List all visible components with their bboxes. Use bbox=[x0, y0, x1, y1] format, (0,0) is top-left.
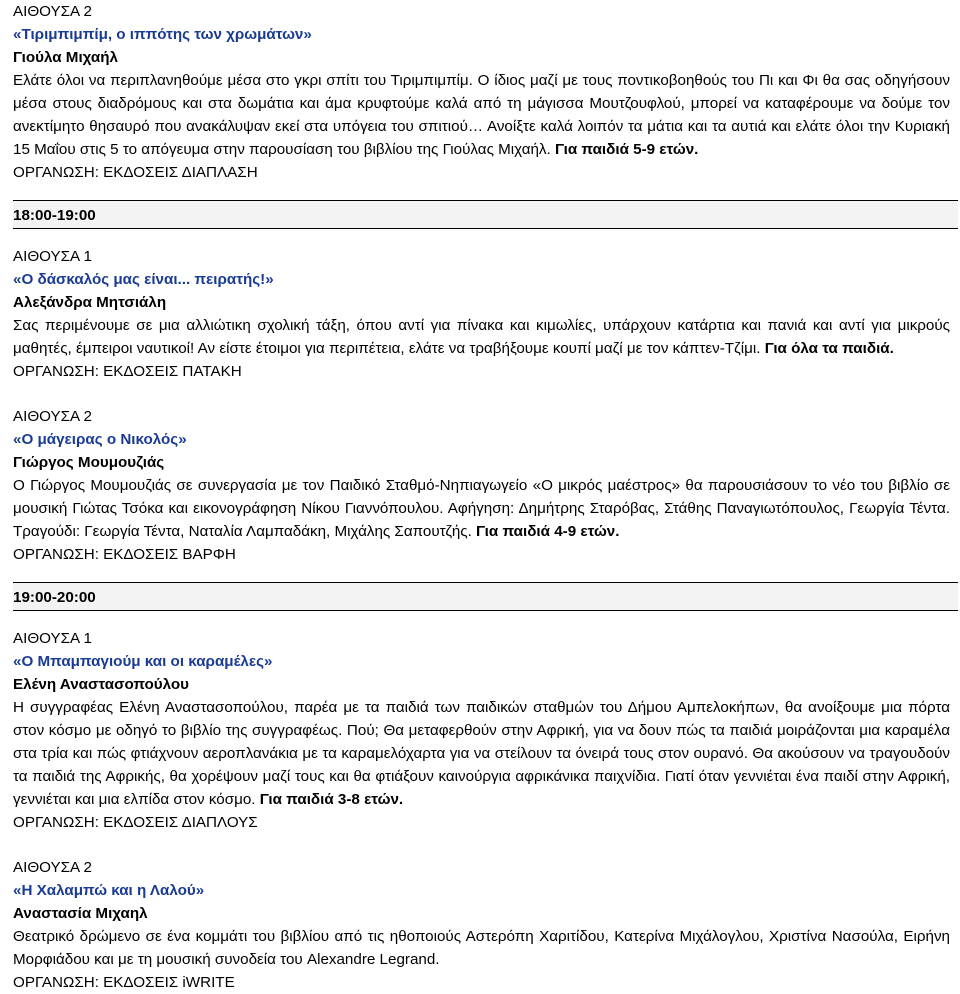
organizer: ΟΡΓΑΝΩΣΗ: ΕΚΔΟΣΕΙΣ iWRITE bbox=[13, 974, 235, 991]
age-range: Για όλα τα παιδιά. bbox=[764, 340, 894, 357]
event-author: Γιούλα Μιχαήλ bbox=[13, 49, 118, 66]
event-block bbox=[13, 627, 960, 834]
description-text: Σας περιμένουμε σε μια αλλιώτικη σχολική τάξη, όπου αντί για πίνακα και κιμωλίες, υπάρχουν κατάρτια και πανιά και αντί για μικρούς μαθητές, έμπειροι ναυτικοί! Αν είστε έτοιμοι για περιπέτεια, ελάτε να τραβήξουμε κουπί μαζί με τον κάπτεν-Τζίμι. bbox=[13, 317, 950, 357]
event-title: «Ο δάσκαλός μας είναι... πειρατής!» bbox=[13, 271, 274, 288]
event-description bbox=[13, 69, 960, 161]
room-label: ΑΙΘΟΥΣΑ 1 bbox=[13, 248, 92, 265]
room-label: ΑΙΘΟΥΣΑ 2 bbox=[13, 3, 92, 20]
room-label: ΑΙΘΟΥΣΑ 2 bbox=[13, 859, 92, 876]
event-title: «Ο μάγειρας ο Νικολός» bbox=[13, 431, 187, 448]
event-title: «Ο Μπαμπαγιούμ και οι καραμέλες» bbox=[13, 653, 273, 670]
description-text: Ελάτε όλοι να περιπλανηθούμε μέσα στο γκρι σπίτι του Τιριμπιμπίμ. Ο ίδιος μαζί με τους ποντικοβοηθούς του Πι και Φι θα σας οδηγήσουν μέσα στους διαδρόμους και στα δωμάτια και άμα κρυφτούμε καλά από τη μάγισσα Μουτζουφλού, μπορεί να καταφέρουμε να δούμε τον ανεκτίμητο θησαυρό που ανακάλυψαν εκεί στα υπόγεια του σπιτιού… Ανοίξτε καλά λοιπόν τα μάτια και τα αυτιά και ελάτε όλοι την Κυριακή 15 Μαΐου στις 5 το απόγευμα στην παρουσίαση του βιβλίου της Γιούλας Μιχαήλ. bbox=[13, 72, 950, 158]
time-slot-header: 19:00-20:00 bbox=[13, 582, 958, 611]
event-author: Αναστασία Μιχαηλ bbox=[13, 905, 148, 922]
event-description bbox=[13, 696, 960, 811]
organizer: ΟΡΓΑΝΩΣΗ: ΕΚΔΟΣΕΙΣ ΒΑΡΦΗ bbox=[13, 546, 236, 563]
age-range: Για παιδιά 4-9 ετών. bbox=[476, 523, 620, 540]
event-block bbox=[13, 245, 960, 383]
organizer: ΟΡΓΑΝΩΣΗ: ΕΚΔΟΣΕΙΣ ΔΙΑΠΛΟΥΣ bbox=[13, 814, 258, 831]
organizer: ΟΡΓΑΝΩΣΗ: ΕΚΔΟΣΕΙΣ ΔΙΑΠΛΑΣΗ bbox=[13, 164, 258, 181]
organizer: ΟΡΓΑΝΩΣΗ: ΕΚΔΟΣΕΙΣ ΠΑΤΑΚΗ bbox=[13, 363, 242, 380]
event-block bbox=[13, 405, 960, 566]
description-text: Η συγγραφέας Ελένη Αναστασοπούλου, παρέα με τα παιδιά των παιδικών σταθμών του Δήμου Αμπελοκήπων, θα ανοίξουμε μια πόρτα στον κόσμο με οδηγό το βιβλίο της συγγραφέως. Πού; Θα μεταφερθούν στην Αφρική, για να δουν πώς τα παιδιά μοιράζονται μια καραμέλα στα τρία και πώς φτιάχνουν αεροπλανάκια με τα καραμελόχαρτα για να στείλουν τα όνειρά τους στον ουρανό. Θα ακούσουν να τραγουδούν τα παιδιά της Αφρικής, θα χορέψουν μαζί τους και θα φτιάξουν καινούργια αφρικάνικα παιχνίδια. Γιατί όταν γεννιέται ένα παιδί στην Αφρική, γεννιέται και μια ελπίδα στον κόσμο. bbox=[13, 699, 950, 808]
time-slot-header: 18:00-19:00 bbox=[13, 200, 958, 229]
event-block bbox=[13, 0, 960, 184]
description-text: Ο Γιώργος Μουμουζιάς σε συνεργασία με τον Παιδικό Σταθμό-Νηπιαγωγείο «Ο μικρός μαέστρος» θα παρουσιάσουν το νέο του βιβλίο σε μουσική Γιώτας Τσόκα και εικονογράφηση Νίκου Γιαννόπουλου. Αφήγηση: Δημήτρης Σταρόβας, Στάθης Παναγιωτόπουλος, Γεωργία Τέντα. Τραγούδι: Γεωργία Τέντα, Ναταλία Λαμπαδάκη, Μιχάλης Σαπουτζής. bbox=[13, 477, 950, 540]
description-text: Θεατρικό δρώμενο σε ένα κομμάτι του βιβλίου από τις ηθοποιούς Αστερόπη Χαριτίδου, Κατερίνα Μιχάλογλου, Χριστίνα Νασούλα, Ειρήνη Μορφιάδου και με τη μουσική συνοδεία του Alexandre Legrand. bbox=[13, 928, 950, 968]
age-range: Για παιδιά 5-9 ετών. bbox=[554, 141, 699, 158]
event-author: Γιώργος Μουμουζιάς bbox=[13, 454, 165, 471]
event-block bbox=[13, 856, 960, 994]
room-label: ΑΙΘΟΥΣΑ 1 bbox=[13, 630, 92, 647]
event-description bbox=[13, 925, 960, 971]
event-title: «Τιριμπιμπίμ, ο ιππότης των χρωμάτων» bbox=[13, 26, 312, 43]
event-author: Αλεξάνδρα Μητσιάλη bbox=[13, 294, 167, 311]
event-title: «Η Χαλαμπώ και η Λαλού» bbox=[13, 882, 205, 899]
age-range: Για παιδιά 3-8 ετών. bbox=[259, 791, 404, 808]
event-description bbox=[13, 474, 960, 543]
room-label: ΑΙΘΟΥΣΑ 2 bbox=[13, 408, 92, 425]
event-author: Ελένη Αναστασοπούλου bbox=[13, 676, 190, 693]
event-description bbox=[13, 314, 960, 360]
